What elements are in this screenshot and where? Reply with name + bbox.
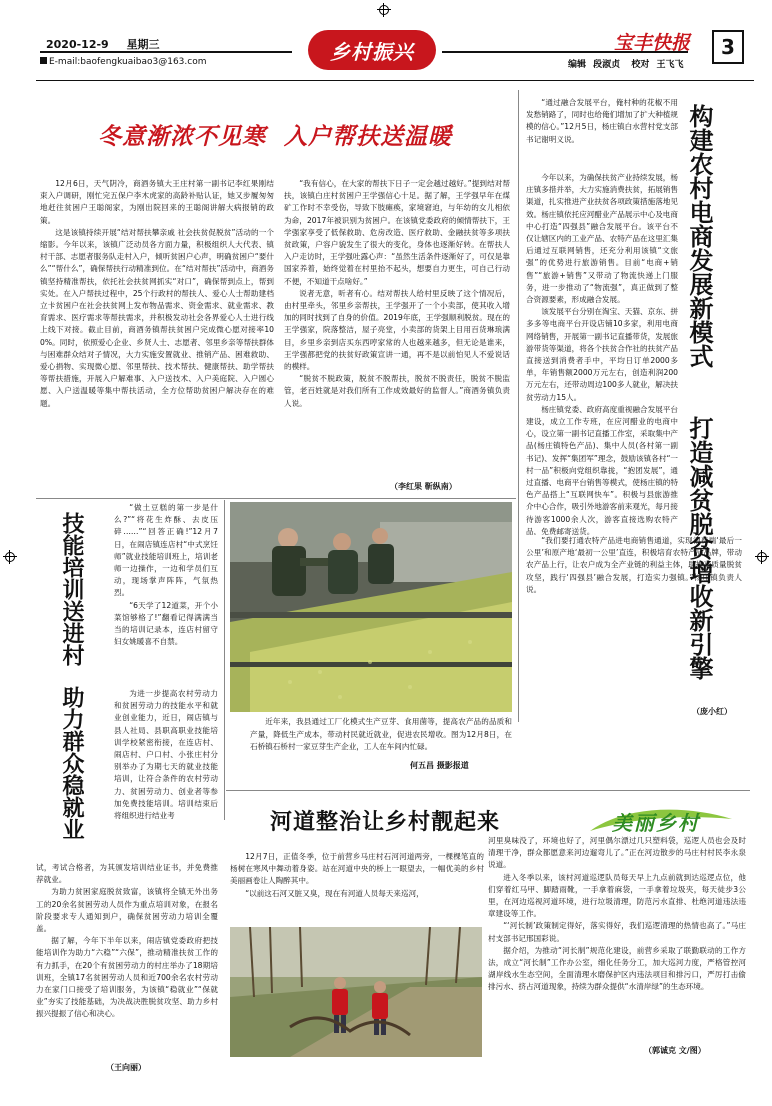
article4-paragraph: “以前这石河又脏又臭，现在有河道人员每天来巡河，: [245, 888, 424, 898]
article1-column-2: [284, 178, 510, 494]
article2-paragraph: “我们要打通农特产品进电商销售通道，实现消费端‘最后一公里’和原产地‘最初一公里’直连，积极培育农特产品品牌，带动农产品上行，让农户成为全产业链的利益主体，助推高质量脱贫攻坚，践行‘四强县’融合发展，打造实力强镇。”杨庄镇负责人说。: [526, 536, 742, 594]
article2-title-line1-text: 构建农村电商发展新模式: [685, 104, 714, 368]
article2-body-wide: [526, 535, 742, 705]
article3-title-line1-text: 技能培训送进村: [59, 512, 85, 666]
photo-river-cleanup: [230, 927, 482, 1057]
article3-top-text: [114, 502, 218, 684]
article3-paragraph: 试，考试合格者，为其颁发培训结业证书，并免费推荐就业。: [36, 863, 218, 885]
page-number-box: [712, 30, 744, 64]
article3-title-line2: [58, 686, 86, 840]
article2-title-line2-text: 打造减贫脱贫增收新引擎: [685, 416, 714, 680]
article2-byline-text: （庞小红）: [692, 707, 732, 716]
article2-top-text: [526, 97, 678, 171]
square-icon: [40, 57, 47, 64]
article1-byline: [384, 481, 457, 492]
article4-paragraph: “‘河长制’政策制定得好，落实得好，我们巡逻清理的热情也高了。”马庄村支部书记邢国彩说。: [488, 921, 746, 943]
article2-byline: [692, 706, 732, 717]
photo-credit: [406, 760, 469, 771]
article2-paragraph: 今年以来，为确保扶贫产业持续发展，杨庄镇多措并举，大力实施消费扶贫，拓展销售渠道，扎实推进产业扶贫各项政策措施落地见效。杨庄镇依托应河醋业产品展示中心及电商中心打造“四强县”融合发展平台。该平台不仅让辖区内的工业产品、农特产品在这里汇集后通过互联网销售，还充分利用该镇“文旅强”的优势进行旅游销售。目前“电商+销售”“旅游+销售”又带动了物流快递上门服务，进一步推动了“物流强”，真正做到了整合资源要素，形成融合发展。: [526, 173, 678, 305]
article3-paragraph: 为助力贫困家庭脱贫致富，该镇将全镇无外出务工的20余名贫困劳动人员作为重点培训对象，在报名阶段要求专人通知到户，确保贫困劳动力培训全覆盖。: [36, 887, 218, 934]
article4-left-text: [230, 851, 484, 921]
article1-byline-text: （李红果 靳纵南）: [390, 482, 457, 491]
article3-byline: [106, 1062, 146, 1073]
article1-paragraph: 说者无意，听者有心。结对帮扶人给村里反映了这个情况后，由村里牵头，邻里乡亲帮扶，王学强开了一个小卖部，使其收入增加的同时找到了自身的价值。2019年底，王学强顺利脱贫。现在的王学强家，院落整洁，屋子亮堂，小卖部的货架上目用百货琳琅满目，乡里乡亲到店买东西哼家常的人也越来越多，但无论是谁来，王学强都把党的扶贫好政策宣讲一通，再不是以前怕见人不爱说话的模样。: [284, 288, 510, 372]
article3-bottom-text: [36, 862, 218, 1058]
workshop-photo: [230, 502, 512, 712]
article1-paragraph: 12月6日，天气阴冷，商酒务镇大王庄村第一副书记李红果刚结束入户调研，刚忙完五保户李木虎家的高龄补贴认证，她又步履匆匆地赶往贫困户王聪阁家，为刚出院回来的王聪阁讲解大病报销的政策。: [40, 179, 274, 225]
article4-byline: [644, 1045, 706, 1056]
photo-caption: [250, 716, 512, 754]
weekday-text: 星期三: [126, 38, 160, 51]
registration-circle-icon: [5, 552, 15, 562]
issue-date: [46, 36, 160, 52]
article3-paragraph: 为进一步提高农村劳动力和贫困劳动力的技能水平和就业创业能力，近日，闹店镇与县人社局、县职高职业技能培训学校紧密衔接，在连店村、闹店村、户口村、小张庄村分别举办了为期七天的就业技能培训，让符合条件的农村劳动力、贫困劳动力、创业者等参加免费技能培训。培训结束后将组织进行结业考: [114, 689, 218, 821]
photo-caption-text: 近年来，我县通过工厂化模式生产豆芽、食用菌等，提高农产品的品质和产量，降低生产成本，带动村民就近就业，促进农民增收。图为12月8日，在石桥镇石桥村一家豆芽生产企业，工人在车间内忙碌。: [250, 717, 512, 752]
article3-paragraph: “做土豆糕的第一步是什么?”“将花生炸酥、去皮压碎……”“回答正确!”12月7日，在闹店镇连店村“中式烹饪师”就业技能培训班上，培训老师一边操作，一边和学员们互动，现场掌声阵阵，气氛热烈。: [114, 503, 218, 598]
photo-bean-sprout-workshop: [230, 502, 512, 712]
editor-label: 编辑: [568, 60, 587, 70]
article2-paragraph: 杨庄镇党委、政府高度重视融合发展平台建设，成立工作专班，在应河醋业的电商中心，设立第一副书记直播工作室，采取集中产品(杨庄镇特色产品)、集中人员(各村第一副书记)、发挥“集团军”理念，鼓励该镇各村“一村一品”积极向党组织靠拢，“抱团发展”，通过直播、电商平台销售等模式，使杨庄镇的特色产品搭上“互联网快车”。积极与县旅游推介中心合作，吸引外地游客前来观光，每月接待游客1000余人次，游客直接选购农特产品，免费邮寄送货。: [526, 404, 678, 535]
paper-name-logo: [614, 28, 690, 55]
article4-right-text: [488, 835, 746, 1045]
article1-paragraph: “我有信心，在大家的帮扶下日子一定会越过越好。”提到结对帮扶，该镇白庄村贫困户王学强信心十足。据了解，王学强早年在煤矿工作时不幸受伤，导致下肢瘫痪，家境窘迫，与年幼的女儿相依为命，2017年被识别为贫困户。在该镇党委政府的倾情帮扶下，王学强家享受了低保救助、危房改造、医疗救助、金融扶贫等多项扶贫政策，户容户貌发生了很大的变化，身体也逐渐好转。在帮扶人入户走访时，王学强吐露心声：“虽然生活条件逐渐好了，可仅是靠国家养着，始终觉着在村里抬不起头，想要自力更生，可自己行动不便，不知道干点啥好。”: [284, 179, 510, 286]
registration-mark: [377, 3, 391, 17]
article1-headline-text: 冬意渐浓不见寒 入户帮扶送温暖: [97, 123, 452, 150]
header: [36, 30, 754, 78]
section-title: 乡村振兴: [330, 39, 414, 64]
email-line: [40, 57, 206, 67]
email-text: E-mail:baofengkuaibao3@163.com: [49, 57, 207, 67]
article1-paragraph: “脱贫不脱政策，脱贫不脱帮扶，脱贫不脱责任，脱贫不脱监管，老百姓就是对我们所有工作成效最好的监督人。”商酒务镇负责人说。: [284, 374, 510, 408]
article4-headline: [270, 805, 500, 836]
proof-name: 王飞飞: [656, 60, 684, 70]
article3-title-line1: [58, 512, 86, 666]
article3-byline-text: （王向丽）: [106, 1063, 146, 1072]
logo-text: 美丽乡村: [612, 811, 700, 835]
article2-paragraph: 该发展平台分别在淘宝、天猫、京东、拼多多等电商平台开设店铺10多家，利用电商网络销售，开展第一副书记直播带货，发展旅游带货等渠道，将各个扶贫合作社的扶贫产品直接送到消费者手中，平均日订单2000多单，年销售额2000万元左右，创造利润200万元左右，还带动周边100多人就业，解决扶贫劳动力15人。: [526, 307, 678, 402]
registration-circle-icon: [757, 552, 767, 562]
article4-paragraph: 河里臭味没了，环境也好了，河里偶尔漂过几只塑料袋，巡逻人员也会及时清理干净，群众都愿意来河边遛弯儿了。”正在河边散步的马庄村村民李永泉说道。: [488, 836, 746, 870]
photo-credit-text: 何五昌 摄影报道: [410, 761, 469, 770]
article2-title-line1: [684, 104, 714, 404]
meilixiangcun-logo: [586, 801, 736, 839]
section-badge: [308, 30, 436, 70]
registration-circle-icon: [379, 5, 389, 15]
paper-name-text: 宝丰快报: [614, 32, 691, 54]
article4-box: [226, 790, 750, 1061]
header-bottom-rule: [36, 80, 754, 81]
article4-headline-text: 河道整治让乡村靓起来: [270, 809, 501, 835]
article2-paragraph: “通过融合发展平台，俺村种的花椒不用发愁销路了，同时也给俺们增加了扩大种植规模的信心。”12月5日，杨庄镇白水营村党支部书记谢明义说。: [526, 98, 678, 144]
river-photo: [230, 927, 482, 1057]
article1-paragraph: 这是该镇持续开展“结对帮扶攀亲戚 社会扶贫促脱贫”活动的一个缩影。今年以来，该镇广泛动员各方面力量，积极组织人大代表、镇村干部、志愿者服务队走村入户，倾听贫困户心声，明确贫困户“要什么”“帮什么”，确保帮扶行动精准到位。在“结对帮扶”活动中，商酒务镇坚持精准帮扶，依托社会扶贫网抓实“对口”，确保帮到点上，帮到实处。在入户帮扶过程中，25个行政村的帮扶人、爱心人士帮助建档立卡贫困户在社会扶贫网上发布物品需求、资金需求、就业需求、教育需求、医疗需求等帮扶需求，并积极发动社会各界爱心人士进行线上线下对接。截止目前，商酒务镇帮扶贫困户完成微心愿对接率100%。同时，依照爱心企业、乡贤人士、志愿者、邻里乡亲等帮扶群体与困难群众结对子情况，大力实施安置就业、推销产品、困难救助、爱心捐物、实现微心愿、邻里帮扶、技术帮扶、健康帮扶、助学帮扶等帮扶措施，开展入户解难事、入户送技术、入户美庭院、入户圆心愿、入户送温暖等集中帮扶活动，全方位帮助贫困户解决存在的难题。: [40, 227, 274, 408]
article1-headline: [40, 118, 510, 151]
header-rule: [40, 51, 292, 53]
article3-mid-text: [114, 688, 218, 860]
article4-byline-text: （郭诚克 文/图）: [644, 1046, 706, 1055]
article2-body: [526, 172, 678, 535]
date-text: 2020-12-9: [46, 38, 109, 51]
article1-column-1: [40, 178, 274, 494]
section-divider: [36, 498, 516, 499]
column-divider: [224, 500, 225, 820]
registration-mark: [3, 550, 17, 564]
proof-label: 校对: [631, 60, 650, 70]
article3-paragraph: 据了解，今年下半年以来，闹店镇党委政府把技能培训作为助力“六稳”“六保”，推动精准扶贫工作的有力抓手，在20个有贫困劳动力的村庄举办了18期培训班，全镇17名贫困劳动人员和近700余名农村劳动力在家门口接受了培训服务，为该镇“稳就业”“保就业”夯实了技能基础，为决战决胜脱贫攻坚、助力乡村振兴提振了信心和决心。: [36, 936, 218, 1019]
article4-paragraph: 据介绍，为推动“河长制”规范化建设，前营乡采取了联勤联动的工作方法，成立“河长制”工作办公室，细化任务分工，加大巡河力度，严格管控河湖岸线水生态空间，全面清理水磨保护区内违法项目和排污口，严厉打击偷排污水、挤占河道现象，持续为群众提供“水清岸绿”的生态环境。: [488, 945, 746, 992]
editor-credits: [568, 57, 683, 70]
registration-mark: [755, 550, 769, 564]
article3-paragraph: “6天学了12道菜，开个小菜馆够格了!”翻看记得满满当当的培训记录本，连店村留守妇女姚暖喜不自禁。: [114, 600, 218, 647]
column-divider: [518, 90, 519, 722]
page-number: 3: [721, 35, 735, 59]
article3-title-line2-text: 助力群众稳就业: [59, 686, 85, 840]
article4-paragraph: 进入冬季以来，该村河道巡逻队员每天早上九点前就到达巡逻点位，他们穿着红马甲、脚踏雨靴，一手拿着麻袋，一手拿着垃圾夹，每天徒步3公里，在河边巡视河道环境，进行垃圾清理，防范污水直排、杜绝河道违法违章建设等工作。: [488, 872, 746, 919]
editor-name: 段淑贞: [593, 60, 621, 70]
article4-paragraph: 12月7日，正值冬季，位于前营乡马庄村石河河道两旁，一棵棵笔直的杨树在寒风中舞动着身姿。站在河道中央的桥上一眼望去，一幅优美的乡村美丽画卷让人陶醉其中。: [230, 852, 484, 886]
